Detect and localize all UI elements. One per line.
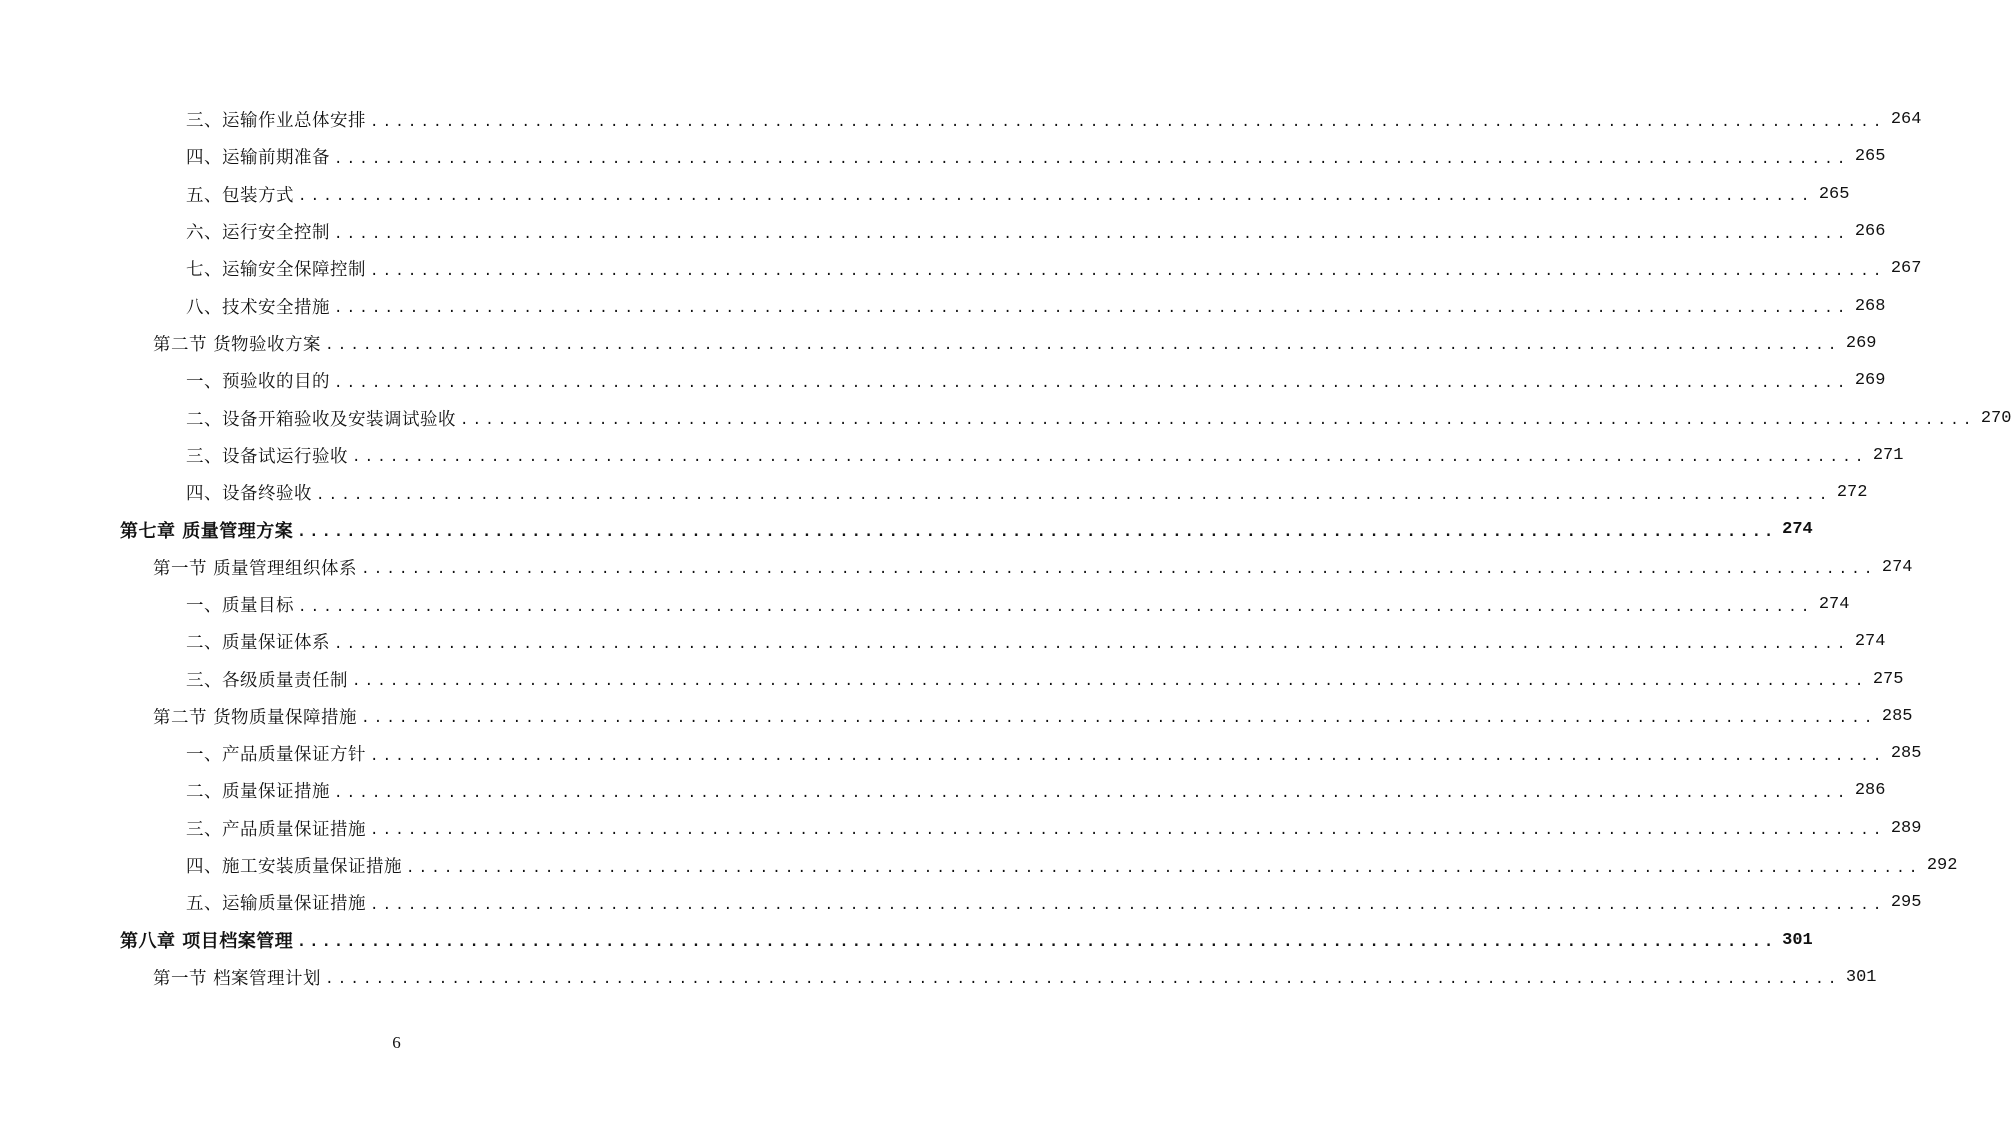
toc-subsection-entry[interactable] xyxy=(0,437,1904,474)
toc-entry-title: 三、各级质量责任制 xyxy=(186,670,348,691)
dot-leader: ........................................................................................................................ xyxy=(334,300,1850,317)
dot-leader: ........................................................................................................................ xyxy=(297,934,1777,951)
toc-entry-title: 第二节 货物验收方案 xyxy=(153,334,322,355)
toc-subsection-entry[interactable] xyxy=(0,810,1922,847)
toc-entry-page: 272 xyxy=(1836,483,1868,503)
toc-entry-title: 第一节 档案管理计划 xyxy=(153,968,322,989)
toc-entry-title: 第七章 质量管理方案 xyxy=(120,520,294,542)
toc-entry-page: 270 xyxy=(1980,408,2011,428)
toc-entry-title: 第一节 质量管理组织体系 xyxy=(153,558,358,579)
toc-section-entry[interactable] xyxy=(0,549,1913,586)
toc-subsection-entry[interactable] xyxy=(0,176,1850,213)
toc-section-entry[interactable] xyxy=(0,959,1877,996)
toc-entry-title: 四、施工安装质量保证措施 xyxy=(186,857,402,878)
toc-entry-page: 267 xyxy=(1890,259,1922,279)
toc-entry-page: 264 xyxy=(1890,110,1922,130)
dot-leader: ........................................................................................................................ xyxy=(334,635,1850,652)
dot-leader: ........................................................................................................................ xyxy=(370,113,1886,130)
toc-subsection-entry[interactable] xyxy=(0,250,1922,287)
dot-leader: ........................................................................................................................ xyxy=(460,412,1976,429)
toc-subsection-entry[interactable] xyxy=(0,772,1886,809)
toc-subsection-entry[interactable] xyxy=(0,474,1868,511)
toc-subsection-entry[interactable] xyxy=(0,362,1886,399)
toc-subsection-entry[interactable] xyxy=(0,399,2011,436)
toc-entry-title: 四、设备终验收 xyxy=(186,484,312,505)
toc-entry-page: 274 xyxy=(1881,557,1913,577)
dot-leader: ........................................................................................................................ xyxy=(370,896,1886,913)
dot-leader: ........................................................................................................................ xyxy=(297,523,1777,540)
dot-leader: ........................................................................................................................ xyxy=(370,822,1886,839)
toc-subsection-entry[interactable] xyxy=(0,884,1922,921)
toc-entry-page: 271 xyxy=(1872,445,1904,465)
toc-entry-page: 269 xyxy=(1845,333,1877,353)
toc-entry-page: 269 xyxy=(1854,371,1886,391)
toc-entry-title: 一、质量目标 xyxy=(186,596,294,616)
toc-subsection-entry[interactable] xyxy=(0,138,1886,175)
toc-entry-title: 一、产品质量保证方针 xyxy=(186,745,366,766)
toc-entry-page: 301 xyxy=(1782,930,1813,950)
toc-entry-title: 三、产品质量保证措施 xyxy=(186,819,366,840)
toc-chapter-entry[interactable] xyxy=(0,922,1813,959)
dot-leader: ........................................................................................................................ xyxy=(298,598,1814,615)
toc-entry-page: 266 xyxy=(1854,222,1886,242)
toc-entry-page: 265 xyxy=(1854,147,1886,167)
dot-leader: ........................................................................................................................ xyxy=(361,710,1877,727)
dot-leader: ........................................................................................................................ xyxy=(370,747,1886,764)
toc-entry-page: 274 xyxy=(1782,520,1813,540)
toc-entry-title: 四、运输前期准备 xyxy=(186,148,330,169)
dot-leader: ........................................................................................................................ xyxy=(334,150,1850,167)
toc-subsection-entry[interactable] xyxy=(0,735,1922,772)
dot-leader: ........................................................................................................................ xyxy=(334,374,1850,391)
toc-entry-page: 265 xyxy=(1818,184,1850,204)
table-of-contents xyxy=(0,101,2011,996)
toc-section-entry[interactable] xyxy=(0,698,1913,735)
toc-chapter-entry[interactable] xyxy=(0,511,1813,548)
dot-leader: ........................................................................................................................ xyxy=(352,673,1868,690)
toc-subsection-entry[interactable] xyxy=(0,847,1958,884)
toc-entry-page: 285 xyxy=(1890,744,1922,764)
dot-leader: ........................................................................................................................ xyxy=(298,188,1814,205)
dot-leader: ........................................................................................................................ xyxy=(361,561,1877,578)
toc-subsection-entry[interactable] xyxy=(0,101,1922,138)
toc-entry-page: 292 xyxy=(1926,856,1958,876)
toc-entry-page: 286 xyxy=(1854,781,1886,801)
dot-leader: ........................................................................................................................ xyxy=(325,337,1841,354)
toc-entry-title: 二、设备开箱验收及安装调试验收 xyxy=(186,409,456,430)
toc-entry-page: 301 xyxy=(1845,967,1877,987)
toc-entry-page: 274 xyxy=(1854,632,1886,652)
toc-subsection-entry[interactable] xyxy=(0,623,1886,660)
toc-entry-title: 一、预验收的目的 xyxy=(186,372,330,393)
toc-entry-page: 268 xyxy=(1854,296,1886,316)
toc-entry-title: 六、运行安全控制 xyxy=(186,223,330,244)
toc-entry-page: 275 xyxy=(1872,669,1904,689)
dot-leader: ........................................................................................................................ xyxy=(352,449,1868,466)
dot-leader: ........................................................................................................................ xyxy=(316,486,1832,503)
toc-entry-title: 五、运输质量保证措施 xyxy=(186,894,366,915)
dot-leader: ........................................................................................................................ xyxy=(406,859,1922,876)
toc-subsection-entry[interactable] xyxy=(0,586,1850,623)
toc-entry-title: 第八章 项目档案管理 xyxy=(120,931,294,953)
toc-section-entry[interactable] xyxy=(0,325,1877,362)
page-number: 6 xyxy=(392,1033,401,1052)
toc-entry-title: 八、技术安全措施 xyxy=(186,297,330,318)
toc-entry-title: 五、包装方式 xyxy=(186,185,294,206)
dot-leader: ........................................................................................................................ xyxy=(334,225,1850,242)
toc-entry-page: 289 xyxy=(1890,818,1922,838)
toc-entry-title: 三、设备试运行验收 xyxy=(186,446,348,467)
toc-subsection-entry[interactable] xyxy=(0,660,1904,697)
toc-entry-page: 274 xyxy=(1818,595,1850,614)
toc-entry-title: 三、运输作业总体安排 xyxy=(186,111,366,132)
toc-entry-page: 285 xyxy=(1881,706,1913,726)
toc-subsection-entry[interactable] xyxy=(0,213,1886,250)
toc-entry-title: 二、质量保证体系 xyxy=(186,633,330,654)
toc-entry-title: 第二节 货物质量保障措施 xyxy=(153,707,358,728)
dot-leader: ........................................................................................................................ xyxy=(325,971,1841,988)
dot-leader: ........................................................................................................................ xyxy=(334,784,1850,801)
dot-leader: ........................................................................................................................ xyxy=(370,262,1886,279)
toc-entry-title: 二、质量保证措施 xyxy=(186,782,330,803)
toc-entry-page: 295 xyxy=(1890,893,1922,913)
toc-entry-title: 七、运输安全保障控制 xyxy=(186,260,366,281)
toc-subsection-entry[interactable] xyxy=(0,287,1886,324)
